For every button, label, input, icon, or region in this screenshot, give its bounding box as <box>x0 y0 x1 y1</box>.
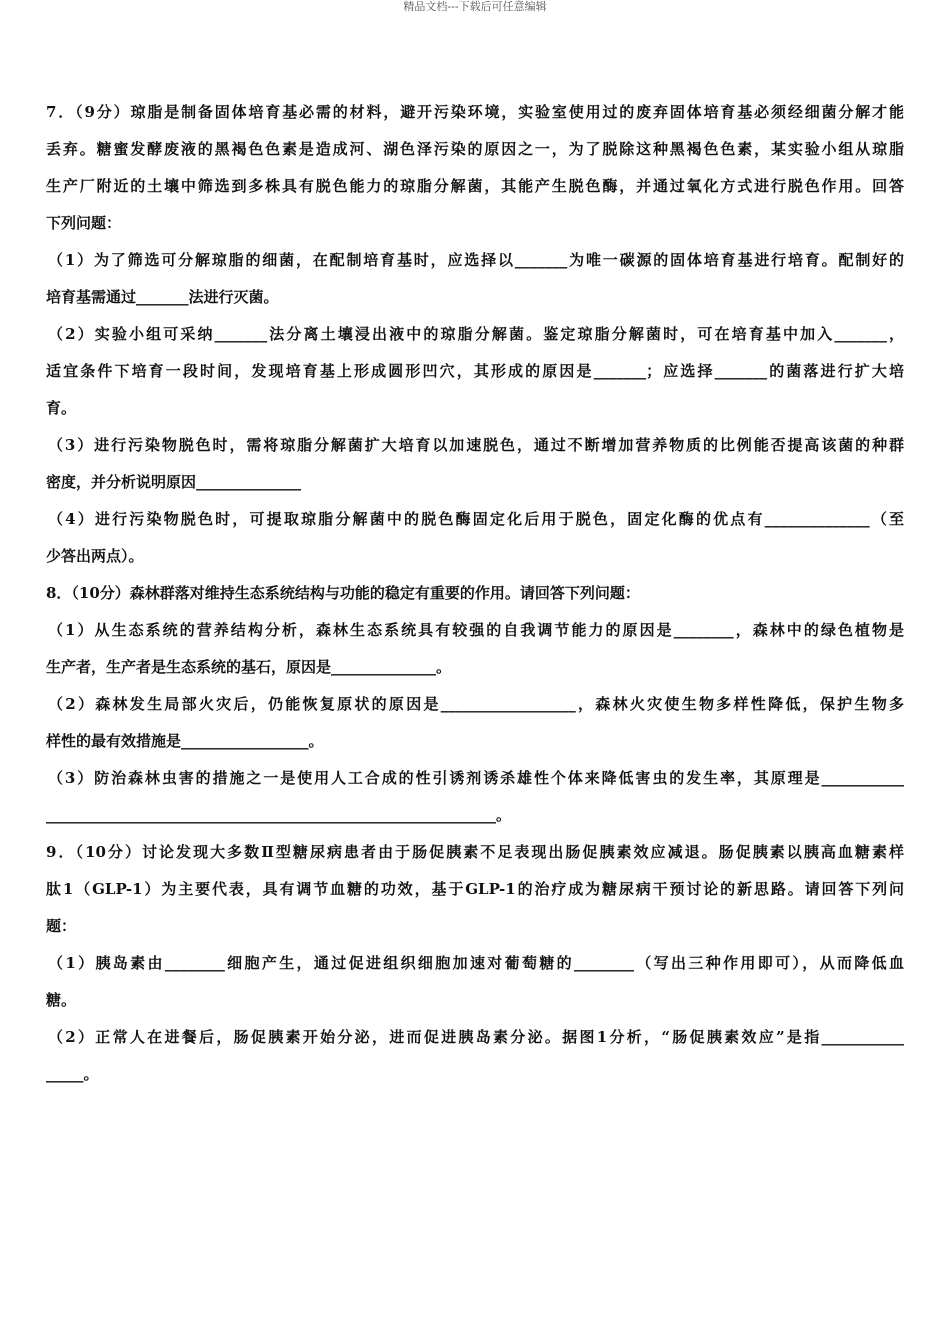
q7-part2-line-3: 育。 <box>46 399 77 417</box>
q9-part1-line-1: （1）胰岛素由________细胞产生，通过促进组织细胞加速对葡萄糖的________（写出三种作用即可），从而降低血 <box>48 954 904 972</box>
q7-part2-line-1: （2）实验小组可采纳_______法分离土壤浸出液中的琼脂分解菌。鉴定琼脂分解菌时，可在培育基中加入_______， <box>48 325 904 343</box>
q9-part2-line-1: （2）正常人在进餐后，肠促胰素开始分泌，进而促进胰岛素分泌。据图1分析，“肠促胰素效应”是指___________ <box>48 1028 904 1046</box>
q7-line-2: 丢弃。糖蜜发酵废液的黑褐色色素是造成河、湖色泽污染的原因之一，为了脱除这种黑褐色色素，某实验小组从琼脂 <box>46 140 904 158</box>
q7-line-1: 7．（9分）琼脂是制备固体培育基必需的材料，避开污染环境，实验室使用过的废弃固体培育基必须经细菌分解才能 <box>46 103 904 121</box>
q8-part1-line-1: （1）从生态系统的营养结构分析，森林生态系统具有较强的自我调节能力的原因是________，森林中的绿色植物是 <box>48 621 904 639</box>
q7-line-3: 生产厂附近的土壤中筛选到多株具有脱色能力的琼脂分解菌，其能产生脱色酶，并通过氧化方式进行脱色作用。回答 <box>46 177 904 195</box>
q7-part2-line-2: 适宜条件下培育一段时间，发现培育基上形成圆形凹穴，其形成的原因是_______；应选择_______的菌落进行扩大培 <box>46 362 904 380</box>
q8-part1-line-2: 生产者，生产者是生态系统的基石，原因是______________。 <box>46 658 452 676</box>
q8-part3-line-2: ____________________________________________________________。 <box>46 806 512 824</box>
q8-part3-line-1: （3）防治森林虫害的措施之一是使用人工合成的性引诱剂诱杀雄性个体来降低害虫的发生率，其原理是___________ <box>48 769 904 787</box>
q8-part2-line-2: 样性的最有效措施是_________________。 <box>46 732 324 750</box>
q8-line-1: 8．（10分）森林群落对维持生态系统结构与功能的稳定有重要的作用。请回答下列问题： <box>46 584 640 602</box>
q7-part1-line-1: （1）为了筛选可分解琼脂的细菌，在配制培育基时，应选择以_______为唯一碳源的固体培育基进行培育。配制好的 <box>48 251 904 269</box>
q7-part3-line-1: （3）进行污染物脱色时，需将琼脂分解菌扩大培育以加速脱色，通过不断增加营养物质的比例能否提高该菌的种群 <box>48 436 904 454</box>
q7-part4-line-1: （4）进行污染物脱色时，可提取琼脂分解菌中的脱色酶固定化后用于脱色，固定化酶的优点有______________（至 <box>48 510 904 528</box>
q8-part2-line-1: （2）森林发生局部火灾后，仍能恢复原状的原因是__________________，森林火灾使生物多样性降低，保护生物多 <box>48 695 904 713</box>
q7-part4-line-2: 少答出两点）。 <box>46 547 144 565</box>
q9-line-2: 肽1（GLP-1）为主要代表，具有调节血糖的功效，基于GLP-1的治疗成为糖尿病干预讨论的新思路。请回答下列问 <box>46 880 904 898</box>
page-header-watermark: 精品文档---下载后可任意编辑 <box>403 0 547 13</box>
q7-line-4: 下列问题： <box>46 214 122 232</box>
q7-part1-line-2: 培育基需通过_______法进行灭菌。 <box>46 288 279 306</box>
q9-part2-line-2: _____。 <box>46 1065 99 1083</box>
q7-part3-line-2: 密度，并分析说明原因______________ <box>46 473 302 491</box>
q9-line-1: 9．（10分）讨论发现大多数Ⅱ型糖尿病患者由于肠促胰素不足表现出肠促胰素效应减退。肠促胰素以胰高血糖素样 <box>46 843 904 861</box>
q9-line-3: 题： <box>46 917 77 935</box>
q9-part1-line-2: 糖。 <box>46 991 77 1009</box>
document-body <box>46 94 904 1093</box>
